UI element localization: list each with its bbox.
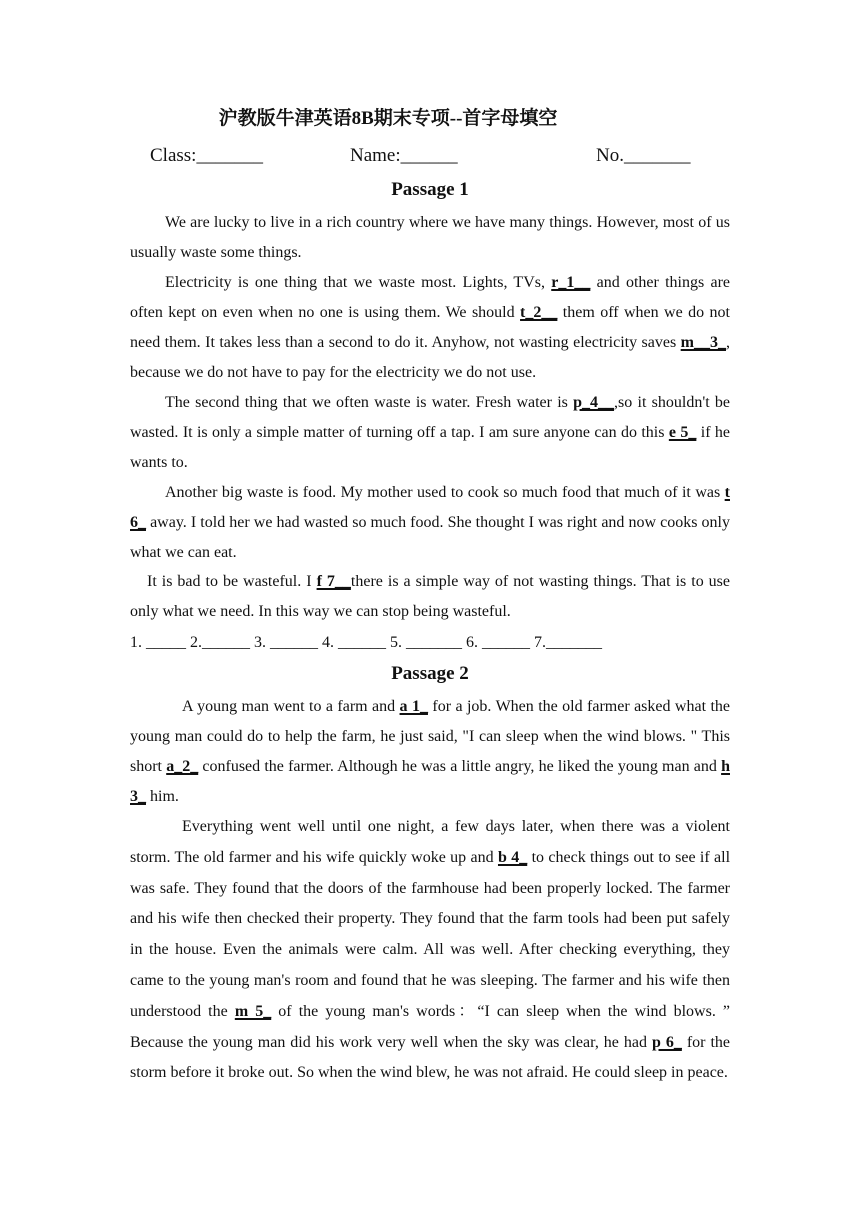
blank-5: e 5_	[668, 424, 697, 441]
passage-2-paragraph-1	[130, 692, 730, 812]
blank-7: f 7__	[316, 573, 351, 590]
name-field-label: Name:______	[350, 145, 458, 166]
text: A young man went to a farm and	[182, 698, 400, 715]
text: , because we do not have to pay for the electricity we do not use.	[130, 334, 730, 381]
passage-2-paragraph-2	[130, 812, 730, 1089]
passage-1-paragraph-3	[130, 388, 730, 478]
blank-2: t_2__	[520, 304, 558, 321]
passage-1-answer-line: 1. _____ 2.______ 3. ______ 4. ______ 5. _______ 6. ______ 7._______	[130, 634, 602, 651]
text: for the storm before it broke out. So when the wind blew, he was not afraid. He could sleep in peace.	[130, 1033, 731, 1082]
text: there is a simple way of not wasting things. That is to use only what we need. In this way we can stop being wasteful.	[130, 573, 731, 620]
text: Another big waste is food. My mother used to cook so much food that much of it was	[165, 484, 725, 501]
text: them off when we do not need them. It takes less than a second to do it. Anyhow, not wasting electricity saves	[130, 304, 730, 351]
blank-4: p_4__	[573, 394, 615, 411]
passage-1-paragraph-5	[130, 567, 730, 627]
blank-1: r_1__	[551, 274, 591, 291]
blank-2: a_2_	[166, 758, 199, 775]
text: of the young man's words：“I can sleep when the wind blows. ” Because the young man did his work very well when the sky was clear, he had	[130, 1002, 730, 1051]
class-field-label: Class:_______	[150, 145, 263, 166]
blank-4: b 4_	[497, 848, 528, 866]
text: to check things out to see if all was safe. They found that the doors of the farmhouse had been properly locked. The farmer and his wife then checked their property. They found that the farm tools had been put safely in the house. Even the animals were calm. All was well. After checking everything, they came to the young man's room and found that he was sleeping. The farmer and his wife then understood the	[130, 848, 731, 1020]
passage-1-paragraph-2	[130, 268, 730, 388]
text: The second thing that we often waste is water. Fresh water is	[165, 394, 574, 411]
blank-6: p 6_	[651, 1033, 682, 1051]
text: confused the farmer. Although he was a little angry, he liked the young man and	[198, 758, 722, 775]
passage-1-paragraph-1: We are lucky to live in a rich country where we have many things. However, most of us usually waste some things.	[130, 214, 730, 261]
passage-1-heading: Passage 1	[391, 179, 469, 200]
document-title: 沪教版牛津英语8B期末专项--首字母填空	[218, 108, 558, 129]
text: if he wants to.	[130, 424, 731, 471]
text: and other things are often kept on even when no one is using them. We should	[130, 274, 730, 321]
number-field-label: No._______	[596, 145, 691, 166]
text: away. I told her we had wasted so much food. She thought I was right and now cooks only what we can eat.	[130, 514, 730, 561]
blank-3: m__3_	[680, 334, 726, 351]
text: Everything went well until one night, a few days later, when there was a violent storm. The old farmer and his wife quickly woke up and	[130, 818, 730, 866]
text: ,so it shouldn't be wasted. It is only a simple matter of turning off a tap. I am sure anyone can do this	[130, 394, 730, 441]
blank-5: m 5_	[234, 1002, 272, 1020]
text: for a job. When the old farmer asked what the young man could do to help the farm, he just said, "I can sleep when the wind blows. " This short	[130, 698, 730, 775]
blank-3: h 3_	[130, 758, 730, 805]
passage-1-paragraph-4	[130, 478, 730, 568]
blank-6: t 6_	[130, 484, 730, 531]
blank-1: a 1_	[399, 698, 428, 715]
text: Electricity is one thing that we waste most. Lights, TVs,	[165, 274, 552, 291]
passage-2-heading: Passage 2	[391, 663, 469, 684]
text: It is bad to be wasteful. I	[147, 573, 317, 590]
text: him.	[146, 788, 179, 805]
